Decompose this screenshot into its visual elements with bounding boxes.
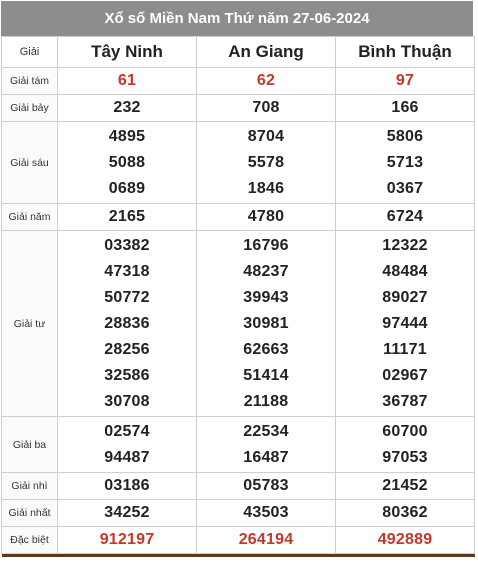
prize-label: Giải bảy [2, 95, 58, 122]
winning-number[interactable]: 50772 [104, 289, 150, 306]
winning-number[interactable]: 21188 [243, 393, 289, 410]
winning-number[interactable]: 5088 [108, 154, 146, 171]
winning-number[interactable]: 708 [252, 99, 280, 116]
winning-number[interactable]: 0689 [108, 180, 146, 197]
prize-cell [58, 417, 197, 473]
winning-number[interactable]: 2165 [108, 208, 146, 225]
winning-number[interactable]: 39943 [243, 289, 289, 306]
prize-cell [197, 527, 336, 554]
prize-row-giai-tam [2, 68, 475, 95]
winning-number[interactable]: 912197 [99, 531, 155, 548]
prize-cell [197, 231, 336, 417]
bottom-divider [2, 554, 475, 558]
winning-number[interactable]: 22534 [243, 423, 289, 440]
prize-cell [336, 500, 475, 527]
prize-row-giai-nhat [2, 500, 475, 527]
header-row [2, 37, 475, 68]
winning-number[interactable]: 16796 [243, 237, 289, 254]
winning-number[interactable]: 03186 [104, 477, 150, 494]
winning-number[interactable]: 80362 [382, 504, 428, 521]
prize-cell [58, 527, 197, 554]
prize-row-giai-sau [2, 122, 475, 204]
winning-number[interactable]: 89027 [382, 289, 428, 306]
winning-number[interactable]: 47318 [104, 263, 150, 280]
prize-row-dac-biet [2, 527, 475, 554]
winning-number[interactable]: 166 [391, 99, 419, 116]
prize-cell [197, 95, 336, 122]
winning-number[interactable]: 05783 [243, 477, 289, 494]
prize-row-giai-bay [2, 95, 475, 122]
prize-cell [58, 95, 197, 122]
winning-number[interactable]: 4895 [108, 128, 146, 145]
winning-number[interactable]: 48237 [243, 263, 289, 280]
prize-row-giai-tu [2, 231, 475, 417]
winning-number[interactable]: 5713 [386, 154, 424, 171]
winning-number[interactable]: 62663 [243, 341, 289, 358]
winning-number[interactable]: 97 [395, 72, 415, 89]
winning-number[interactable]: 5578 [247, 154, 285, 171]
winning-number[interactable]: 02967 [382, 367, 428, 384]
winning-number[interactable]: 51414 [243, 367, 289, 384]
prize-cell [58, 231, 197, 417]
prize-cell [336, 122, 475, 204]
winning-number[interactable]: 32586 [104, 367, 150, 384]
prize-label: Giải tư [2, 231, 58, 417]
prize-cell [336, 473, 475, 500]
winning-number[interactable]: 492889 [377, 531, 433, 548]
prize-row-giai-nam [2, 204, 475, 231]
lottery-results-panel [1, 1, 473, 557]
province-header-binh-thuan[interactable]: Bình Thuận [336, 37, 475, 68]
winning-number[interactable]: 4780 [247, 208, 285, 225]
province-header-tay-ninh[interactable]: Tây Ninh [58, 37, 197, 68]
prize-label: Giải tám [2, 68, 58, 95]
prize-cell [58, 500, 197, 527]
winning-number[interactable]: 30981 [243, 315, 289, 332]
winning-number[interactable]: 62 [256, 72, 276, 89]
winning-number[interactable]: 0367 [386, 180, 424, 197]
winning-number[interactable]: 60700 [382, 423, 428, 440]
prize-row-giai-ba [2, 417, 475, 473]
winning-number[interactable]: 97444 [382, 315, 428, 332]
prize-cell [336, 527, 475, 554]
prize-label: Giải năm [2, 204, 58, 231]
prize-column-header: Giải [2, 37, 58, 68]
winning-number[interactable]: 94487 [104, 449, 150, 466]
winning-number[interactable]: 36787 [382, 393, 428, 410]
winning-number[interactable]: 11171 [383, 341, 427, 358]
prize-cell [58, 473, 197, 500]
winning-number[interactable]: 48484 [382, 263, 428, 280]
winning-number[interactable]: 02574 [104, 423, 150, 440]
prize-cell [197, 473, 336, 500]
winning-number[interactable]: 28836 [104, 315, 150, 332]
prize-cell [336, 68, 475, 95]
prize-cell [197, 500, 336, 527]
prize-cell [58, 68, 197, 95]
winning-number[interactable]: 34252 [104, 504, 150, 521]
prize-row-giai-nhi [2, 473, 475, 500]
prize-cell [58, 122, 197, 204]
winning-number[interactable]: 12322 [382, 237, 428, 254]
prize-label: Giải ba [2, 417, 58, 473]
winning-number[interactable]: 43503 [243, 504, 289, 521]
winning-number[interactable]: 97053 [382, 449, 428, 466]
prize-cell [197, 122, 336, 204]
prize-label: Đặc biệt [2, 527, 58, 554]
prize-cell [336, 95, 475, 122]
prize-label: Giải nhất [2, 500, 58, 527]
winning-number[interactable]: 264194 [238, 531, 294, 548]
prize-cell [58, 204, 197, 231]
prize-cell [336, 417, 475, 473]
prize-label: Giải sáu [2, 122, 58, 204]
winning-number[interactable]: 5806 [386, 128, 424, 145]
winning-number[interactable]: 30708 [104, 393, 150, 410]
province-header-an-giang[interactable]: An Giang [197, 37, 336, 68]
winning-number[interactable]: 28256 [104, 341, 150, 358]
prize-cell [197, 68, 336, 95]
winning-number[interactable]: 03382 [104, 237, 150, 254]
bottom-divider-bar [2, 554, 475, 558]
results-table [1, 36, 475, 557]
results-title: Xổ số Miền Nam Thứ năm 27-06-2024 [1, 1, 473, 36]
prize-label: Giải nhì [2, 473, 58, 500]
winning-number[interactable]: 8704 [247, 128, 285, 145]
winning-number[interactable]: 16487 [243, 449, 289, 466]
winning-number[interactable]: 1846 [247, 180, 285, 197]
prize-cell [336, 204, 475, 231]
prize-cell [336, 231, 475, 417]
winning-number[interactable]: 21452 [382, 477, 428, 494]
winning-number[interactable]: 232 [113, 99, 141, 116]
winning-number[interactable]: 61 [117, 72, 137, 89]
winning-number[interactable]: 6724 [386, 208, 424, 225]
prize-cell [197, 417, 336, 473]
prize-cell [197, 204, 336, 231]
